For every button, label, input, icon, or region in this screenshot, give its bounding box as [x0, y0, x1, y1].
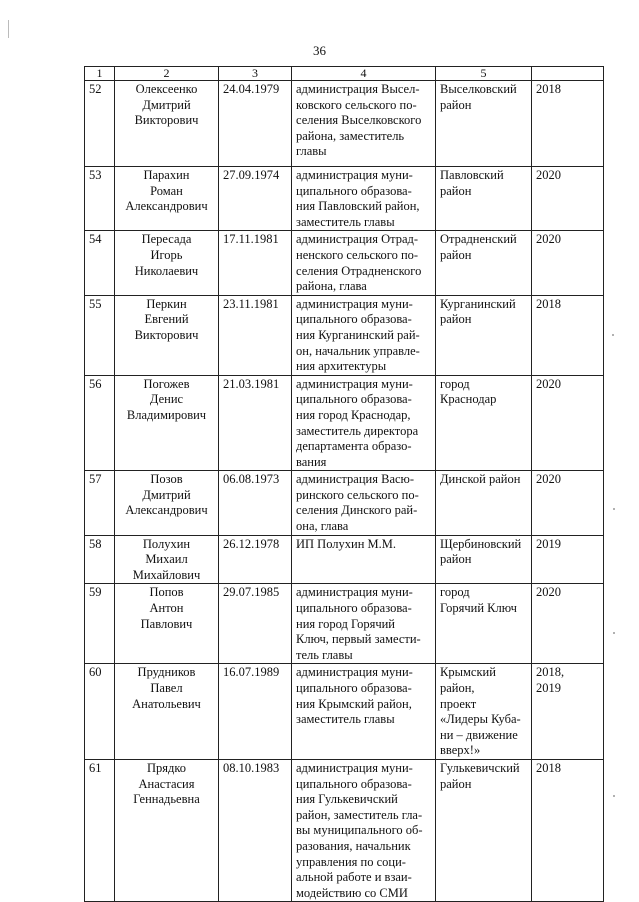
year-line: 2020	[536, 232, 561, 247]
region-line: Динской район	[440, 472, 521, 487]
table-row	[85, 295, 604, 375]
work-line: тель главы	[296, 647, 353, 662]
region-line: Отрадненский	[440, 232, 517, 247]
work-line: селения Выселковского	[296, 113, 422, 128]
year-cell	[532, 759, 604, 901]
work-line: администрация муни-	[296, 585, 413, 600]
year-cell	[532, 535, 604, 584]
workplace-cell	[292, 584, 436, 664]
workplace-cell	[292, 375, 436, 471]
row-number-cell: 56	[85, 375, 115, 471]
full-name-cell	[115, 167, 219, 231]
work-line: альной работе и взаи-	[296, 870, 412, 885]
workplace-cell	[292, 759, 436, 901]
row-number-cell: 54	[85, 231, 115, 295]
work-line: администрация муни-	[296, 296, 413, 311]
region-cell	[436, 535, 532, 584]
row-number-cell: 58	[85, 535, 115, 584]
birth-date-cell: 23.11.1981	[219, 295, 292, 375]
work-line: разования, начальник	[296, 838, 411, 853]
name-line: Геннадьевна	[133, 792, 200, 807]
work-line: вы муниципального об-	[296, 823, 423, 838]
page-number: 36	[313, 43, 326, 58]
row-number-cell: 55	[85, 295, 115, 375]
work-line: ципального образова-	[296, 601, 412, 616]
work-line: ненского сельского по-	[296, 247, 419, 262]
work-line: администрация Отрад-	[296, 232, 419, 247]
workplace-cell	[292, 535, 436, 584]
year-cell	[532, 664, 604, 760]
row-number-cell: 61	[85, 759, 115, 901]
table-row	[85, 375, 604, 471]
name-line: Дмитрий	[142, 487, 191, 502]
name-line: Александрович	[125, 199, 208, 214]
column-header: 5	[436, 67, 532, 81]
name-line: Анатольевич	[132, 696, 201, 711]
work-line: ния город Горячий	[296, 616, 395, 631]
row-number-cell: 52	[85, 81, 115, 167]
full-name-cell	[115, 664, 219, 760]
scan-dot	[613, 508, 615, 510]
birth-date-cell: 08.10.1983	[219, 759, 292, 901]
name-line: Викторович	[134, 113, 199, 128]
work-line: администрация муни-	[296, 665, 413, 680]
name-line: Павлович	[140, 616, 193, 631]
region-cell	[436, 167, 532, 231]
name-line: Полухин	[142, 536, 191, 551]
name-line: Викторович	[134, 327, 199, 342]
work-line: ния Гулькевичский	[296, 792, 398, 807]
region-line: город	[440, 585, 470, 600]
personnel-table	[84, 66, 604, 902]
work-line: Ключ, первый замести-	[296, 632, 421, 647]
name-line: Евгений	[144, 312, 189, 327]
work-line: ринского сельского по-	[296, 487, 419, 502]
work-line: селения Отрадненского	[296, 263, 422, 278]
year-line: 2018,	[536, 665, 565, 680]
birth-date-cell: 16.07.1989	[219, 664, 292, 760]
work-line: ния город Краснодар,	[296, 407, 411, 422]
name-line: Анастасия	[138, 776, 195, 791]
year-cell	[532, 295, 604, 375]
scan-dot	[613, 795, 615, 797]
scan-edge-mark	[8, 20, 9, 38]
name-line: Антон	[149, 601, 184, 616]
name-line: Олексеенко	[135, 82, 198, 96]
work-line: администрация Высел-	[296, 82, 420, 96]
work-line: он, начальник управле-	[296, 343, 420, 358]
table-row	[85, 81, 604, 167]
region-line: Краснодар	[440, 392, 497, 407]
work-line: район, заместитель гла-	[296, 807, 423, 822]
year-line: 2018	[536, 82, 561, 96]
work-line: ципального образова-	[296, 776, 412, 791]
birth-date-cell: 27.09.1974	[219, 167, 292, 231]
region-cell	[436, 81, 532, 167]
table-row	[85, 167, 604, 231]
header-row	[85, 67, 604, 81]
name-line: Перкин	[146, 296, 187, 311]
region-line: район	[440, 312, 472, 327]
table-row	[85, 664, 604, 760]
table-row	[85, 584, 604, 664]
work-line: заместитель главы	[296, 214, 395, 229]
year-line: 2018	[536, 296, 561, 311]
region-line: район,	[440, 681, 475, 695]
region-cell	[436, 664, 532, 760]
work-line: заместитель директора	[296, 423, 419, 438]
work-line: района, заместитель	[296, 128, 405, 143]
work-line: заместитель главы	[296, 712, 395, 727]
birth-date-cell: 26.12.1978	[219, 535, 292, 584]
name-line: Дмитрий	[142, 97, 191, 112]
work-line: администрация муни-	[296, 168, 413, 182]
region-line: район	[440, 776, 472, 791]
year-line: 2018	[536, 760, 561, 775]
region-line: Выселковский	[440, 82, 517, 96]
workplace-cell	[292, 81, 436, 167]
year-line: 2019	[536, 536, 561, 551]
birth-date-cell: 17.11.1981	[219, 231, 292, 295]
name-line: Попов	[149, 585, 184, 600]
row-number-cell: 59	[85, 584, 115, 664]
work-line: ния Павловский район,	[296, 199, 420, 214]
name-line: Пересада	[141, 232, 192, 247]
name-line: Прядко	[146, 760, 187, 775]
name-line: Парахин	[143, 168, 190, 182]
year-cell	[532, 584, 604, 664]
row-number-cell: 57	[85, 471, 115, 535]
column-header: 4	[292, 67, 436, 81]
region-line: Щербиновский	[440, 536, 522, 551]
full-name-cell	[115, 759, 219, 901]
row-number-cell: 53	[85, 167, 115, 231]
work-line: модействию со СМИ	[296, 885, 408, 900]
name-line: Денис	[149, 392, 184, 407]
year-line: 2019	[536, 681, 561, 695]
table-row	[85, 231, 604, 295]
region-line: вверх!»	[440, 743, 481, 758]
year-line: 2020	[536, 472, 561, 487]
region-line: Гулькевичский	[440, 760, 520, 775]
region-cell	[436, 584, 532, 664]
column-header	[532, 67, 604, 81]
work-line: ципального образова-	[296, 681, 412, 695]
birth-date-cell: 24.04.1979	[219, 81, 292, 167]
work-line: администрация муни-	[296, 760, 413, 775]
workplace-cell	[292, 167, 436, 231]
name-line: Владимирович	[126, 407, 207, 422]
region-line: район	[440, 97, 472, 112]
region-line: район	[440, 552, 472, 567]
full-name-cell	[115, 375, 219, 471]
work-line: ИП Полухин М.М.	[296, 536, 397, 551]
full-name-cell	[115, 584, 219, 664]
work-line: ципального образова-	[296, 183, 412, 198]
year-cell	[532, 81, 604, 167]
table-body	[85, 81, 604, 902]
workplace-cell	[292, 471, 436, 535]
region-line: Павловский	[440, 168, 504, 182]
region-line: проект	[440, 696, 477, 711]
full-name-cell	[115, 81, 219, 167]
name-line: Александрович	[125, 503, 208, 518]
work-line: управления по соци-	[296, 854, 406, 869]
year-cell	[532, 231, 604, 295]
name-line: Михаил	[145, 552, 188, 567]
name-line: Игорь	[150, 247, 183, 262]
name-line: Позов	[150, 472, 183, 487]
region-line: ни – движение	[440, 727, 518, 742]
scan-dot	[612, 334, 614, 336]
name-line: Роман	[150, 183, 183, 198]
year-cell	[532, 471, 604, 535]
full-name-cell	[115, 471, 219, 535]
year-cell	[532, 375, 604, 471]
work-line: ципального образова-	[296, 392, 412, 407]
name-line: Погожев	[143, 376, 190, 391]
birth-date-cell: 06.08.1973	[219, 471, 292, 535]
work-line: администрация муни-	[296, 376, 413, 391]
name-line: Михайлович	[132, 567, 201, 582]
region-cell	[436, 295, 532, 375]
row-number-cell: 60	[85, 664, 115, 760]
region-line: «Лидеры Куба-	[440, 712, 521, 727]
region-cell	[436, 759, 532, 901]
work-line: администрация Васю-	[296, 472, 415, 487]
year-line: 2020	[536, 168, 561, 182]
region-cell	[436, 231, 532, 295]
work-line: вания	[296, 454, 327, 469]
work-line: ния Курганинский рай-	[296, 327, 420, 342]
name-line: Прудников	[137, 665, 196, 680]
scan-dot	[613, 632, 615, 634]
birth-date-cell: 21.03.1981	[219, 375, 292, 471]
column-header: 2	[115, 67, 219, 81]
region-cell	[436, 471, 532, 535]
workplace-cell	[292, 231, 436, 295]
workplace-cell	[292, 664, 436, 760]
work-line: района, глава	[296, 279, 367, 294]
region-line: Крымский	[440, 665, 496, 680]
name-line: Николаевич	[134, 263, 199, 278]
name-line: Павел	[150, 681, 183, 695]
work-line: департамента образо-	[296, 439, 412, 454]
workplace-cell	[292, 295, 436, 375]
work-line: ципального образова-	[296, 312, 412, 327]
region-line: Курганинский	[440, 296, 516, 311]
column-header: 3	[219, 67, 292, 81]
year-cell	[532, 167, 604, 231]
region-cell	[436, 375, 532, 471]
year-line: 2020	[536, 376, 561, 391]
birth-date-cell: 29.07.1985	[219, 584, 292, 664]
region-line: город	[440, 376, 470, 391]
work-line: ния архитектуры	[296, 359, 387, 374]
work-line: селения Динского рай-	[296, 503, 418, 518]
work-line: она, глава	[296, 519, 349, 534]
work-line: ния Крымский район,	[296, 696, 412, 711]
work-line: главы	[296, 144, 327, 159]
region-line: район	[440, 247, 472, 262]
full-name-cell	[115, 295, 219, 375]
full-name-cell	[115, 231, 219, 295]
table-row	[85, 535, 604, 584]
table-row	[85, 471, 604, 535]
work-line: ковского сельского по-	[296, 97, 417, 112]
full-name-cell	[115, 535, 219, 584]
region-line: район	[440, 183, 472, 198]
column-header: 1	[85, 67, 115, 81]
table-row	[85, 759, 604, 901]
region-line: Горячий Ключ	[440, 601, 517, 616]
year-line: 2020	[536, 585, 561, 600]
